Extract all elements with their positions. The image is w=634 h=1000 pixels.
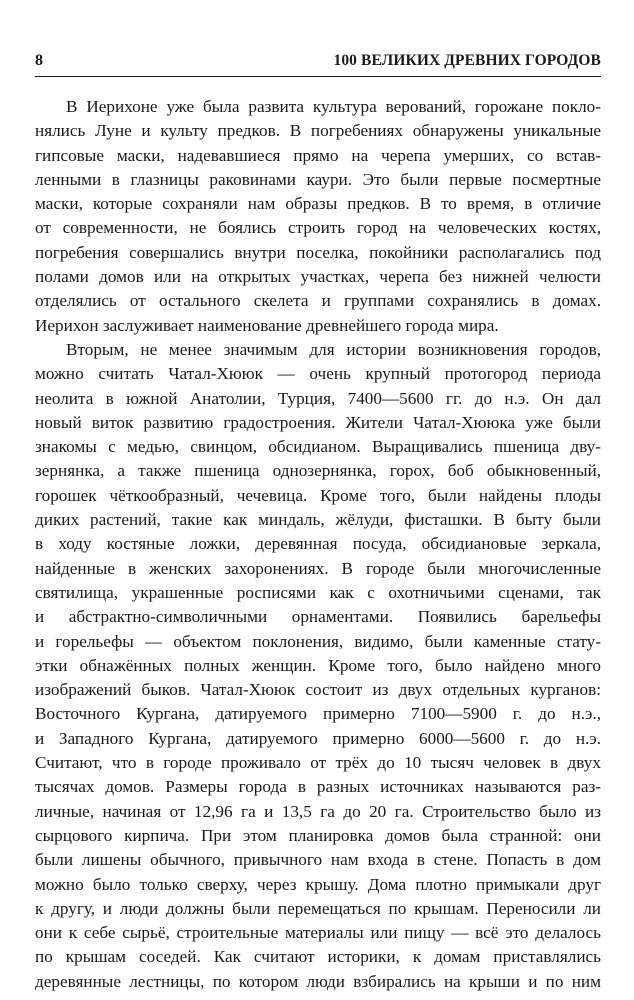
text-line: были лишены обычного, привычного нам входа в стене. Попасть в дом (35, 850, 601, 870)
text-line: личные, начиная от 12,96 га и 13,5 га до 20 га. Строительство было из (35, 801, 601, 821)
text-line: горошек чёткообразный, чечевица. Кроме того, были найдены плоды (35, 485, 601, 505)
text-line: и Западного Кургана, датируемого примерно 6000—5600 г. до н.э. (35, 728, 601, 748)
text-line: и горельефы — объектом поклонения, видимо, были каменные стату- (35, 631, 601, 651)
text-line: и абстрактно-символичными орнаментами. Появились барельефы (35, 607, 601, 627)
paragraph-jericho (35, 95, 601, 338)
text-line: тысячах домов. Размеры города в разных источниках называются раз- (35, 777, 601, 797)
running-header (35, 50, 601, 77)
text-line: диких растений, такие как миндаль, жёлуди, фисташки. В быту были (35, 510, 601, 530)
text-line: нялись Луне и культу предков. В погребениях обнаружены уникальные (35, 121, 601, 141)
text-line: Восточного Кургана, датируемого примерно 7100—5900 г. до н.э., (35, 704, 601, 724)
text-line: Иерихон заслуживает наименование древнейшего города мира. (35, 315, 499, 335)
text-line: Считают, что в городе проживало от трёх до 10 тысяч человек в двух (35, 753, 601, 773)
text-line: полами домов или на открытых участках, черепа без нижней челюсти (35, 267, 601, 287)
text-line: ленными в глазницы раковинами каури. Это были первые посмертные (35, 169, 601, 189)
body-text (35, 95, 601, 994)
text-line: святилища, украшенные росписями как с охотничьими сценами, так (35, 582, 601, 602)
text-line: к другу, и люди должны были перемещаться по крышам. Переносили ли (35, 898, 601, 918)
text-line: неолита в южной Анатолии, Турция, 7400—5600 гг. до н.э. Он дал (35, 388, 601, 408)
text-line: погребения совершались внутри поселка, покойники располагались под (35, 242, 601, 262)
text-line: изображений быков. Чатал-Хююк состоит из двух отдельных курганов: (35, 680, 601, 700)
text-line: найденные в женских захоронениях. В городе были многочисленные (35, 558, 601, 578)
text-line: Вторым, не менее значимым для истории возникновения городов, (66, 339, 601, 359)
text-line: по крышам соседей. Как считают историки, к домам приставлялись (35, 947, 601, 967)
text-line: сырцового кирпича. При этом планировка домов была странной: они (35, 825, 601, 845)
text-line: маски, которые сохраняли нам образы предков. В то время, в отличие (35, 194, 601, 214)
text-line: отделялись от остального скелета и группами сохранялись в домах. (35, 291, 601, 311)
text-line: новый виток развитию градостроения. Жители Чатал-Хююка уже были (35, 412, 601, 432)
text-line: знакомы с медью, свинцом, обсидианом. Выращивались пшеница дву- (35, 437, 601, 457)
text-line: этки обнажённых полных женщин. Кроме того, было найдено много (35, 655, 601, 675)
text-line: в ходу костяные ложки, деревянная посуда, обсидиановые зеркала, (35, 534, 601, 554)
text-line: от современности, не боялись строить город на человеческих костях, (35, 218, 601, 238)
text-line: можно считать Чатал-Хююк — очень крупный протогород периода (35, 364, 601, 384)
text-line: зернянка, а также пшеница однозернянка, горох, боб обыкновенный, (35, 461, 601, 481)
page-number: 8 (35, 52, 43, 69)
running-title: 100 ВЕЛИКИХ ДРЕВНИХ ГОРОДОВ (333, 52, 601, 69)
text-line: деревянные лестницы, по котором люди взбирались на крыши и по ним (35, 971, 601, 991)
paragraph-catalhoyuk (35, 338, 601, 994)
text-line: гипсовые маски, надевавшиеся прямо на черепа умерших, со встав- (35, 145, 601, 165)
text-line: они к себе сырьё, строительные материалы или пищу — всё это делалось (35, 923, 601, 943)
text-line: В Иерихоне уже была развита культура верований, горожане покло- (66, 97, 601, 116)
text-line: можно было только сверху, через крышу. Дома плотно примыкали друг (35, 874, 601, 894)
